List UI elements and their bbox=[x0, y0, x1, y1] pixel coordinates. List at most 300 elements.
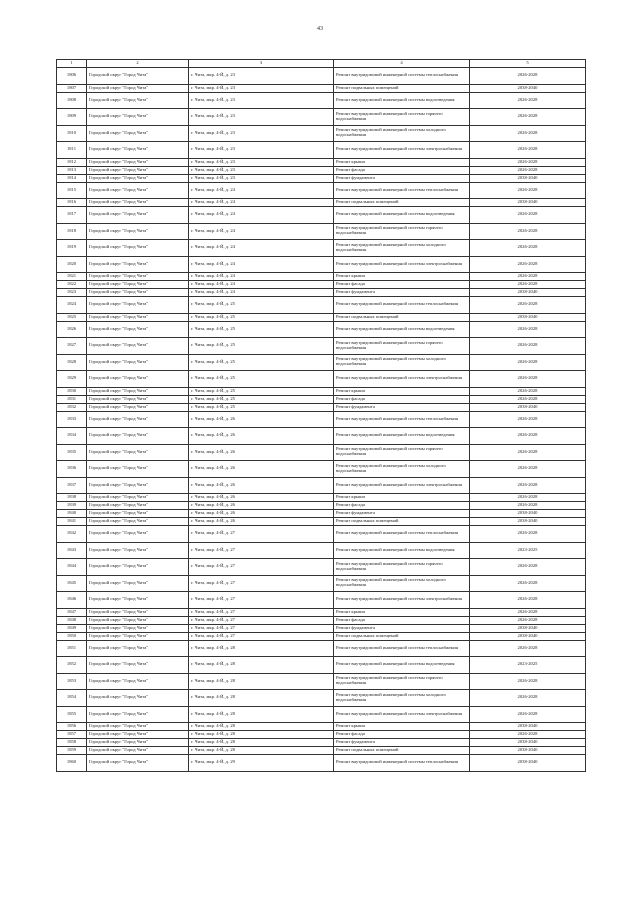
municipality-cell: Городской округ "Город Чита" bbox=[87, 256, 189, 273]
municipality-cell: Городской округ "Город Чита" bbox=[87, 142, 189, 159]
work-type-cell: Ремонт внутридомовой инженерной системы электроснабжения bbox=[334, 592, 470, 609]
municipality-cell: Городской округ "Город Чита" bbox=[87, 428, 189, 445]
row-number-cell: 1858 bbox=[57, 739, 87, 747]
address-cell: г. Чита, мкр. 4-Й, д. 27 bbox=[189, 559, 334, 576]
table-row bbox=[57, 502, 586, 510]
municipality-cell: Городской округ "Город Чита" bbox=[87, 731, 189, 739]
table-row bbox=[57, 125, 586, 142]
work-type-cell: Ремонт внутридомовой инженерной системы холодного водоснабжения bbox=[334, 461, 470, 478]
address-cell: г. Чита, мкр. 4-Й, д. 26 bbox=[189, 518, 334, 526]
municipality-cell: Городской округ "Город Чита" bbox=[87, 338, 189, 355]
period-cell: 2026-2028 bbox=[470, 502, 586, 510]
work-type-cell: Ремонт подвальных помещений bbox=[334, 84, 470, 92]
address-cell: г. Чита, мкр. 4-Й, д. 23 bbox=[189, 142, 334, 159]
row-number-cell: 1832 bbox=[57, 403, 87, 411]
row-number-cell: 1833 bbox=[57, 411, 87, 428]
work-type-cell: Ремонт внутридомовой инженерной системы холодного водоснабжения bbox=[334, 354, 470, 371]
table-row bbox=[57, 338, 586, 355]
municipality-cell: Городской округ "Город Чита" bbox=[87, 84, 189, 92]
municipality-cell: Городской округ "Город Чита" bbox=[87, 109, 189, 126]
address-cell: г. Чита, мкр. 4-Й, д. 25 bbox=[189, 403, 334, 411]
municipality-cell: Городской округ "Город Чита" bbox=[87, 207, 189, 224]
period-cell: 2038-2040 bbox=[470, 518, 586, 526]
row-number-cell: 1853 bbox=[57, 673, 87, 690]
table-row bbox=[57, 624, 586, 632]
municipality-cell: Городской округ "Город Чита" bbox=[87, 444, 189, 461]
table-row bbox=[57, 142, 586, 159]
address-cell: г. Чита, мкр. 4-Й, д. 27 bbox=[189, 624, 334, 632]
row-number-cell: 1819 bbox=[57, 240, 87, 257]
period-cell: 2026-2028 bbox=[470, 731, 586, 739]
row-number-cell: 1827 bbox=[57, 338, 87, 355]
period-cell: 2038-2040 bbox=[470, 199, 586, 207]
period-cell: 2038-2040 bbox=[470, 403, 586, 411]
work-type-cell: Ремонт фасада bbox=[334, 281, 470, 289]
address-cell: г. Чита, мкр. 4-Й, д. 27 bbox=[189, 575, 334, 592]
address-cell: г. Чита, мкр. 4-Й, д. 27 bbox=[189, 592, 334, 609]
municipality-cell: Городской округ "Город Чита" bbox=[87, 125, 189, 142]
row-number-cell: 1810 bbox=[57, 125, 87, 142]
row-number-cell: 1846 bbox=[57, 592, 87, 609]
address-cell: г. Чита, мкр. 4-Й, д. 24 bbox=[189, 240, 334, 257]
period-cell: 2026-2028 bbox=[470, 575, 586, 592]
work-type-cell: Ремонт внутридомовой инженерной системы холодного водоснабжения bbox=[334, 240, 470, 257]
work-type-cell: Ремонт подвальных помещений bbox=[334, 518, 470, 526]
address-cell: г. Чита, мкр. 4-Й, д. 24 bbox=[189, 182, 334, 199]
row-number-cell: 1847 bbox=[57, 608, 87, 616]
table-row bbox=[57, 240, 586, 257]
table-row bbox=[57, 494, 586, 502]
work-type-cell: Ремонт внутридомовой инженерной системы холодного водоснабжения bbox=[334, 690, 470, 707]
municipality-cell: Городской округ "Город Чита" bbox=[87, 199, 189, 207]
table-row bbox=[57, 477, 586, 494]
period-cell: 2026-2028 bbox=[470, 142, 586, 159]
municipality-cell: Городской округ "Город Чита" bbox=[87, 240, 189, 257]
address-cell: г. Чита, мкр. 4-Й, д. 26 bbox=[189, 411, 334, 428]
period-cell: 2026-2028 bbox=[470, 281, 586, 289]
row-number-cell: 1831 bbox=[57, 395, 87, 403]
municipality-cell: Городской округ "Город Чита" bbox=[87, 461, 189, 478]
period-cell: 2026-2028 bbox=[470, 109, 586, 126]
row-number-cell: 1820 bbox=[57, 256, 87, 273]
table-row bbox=[57, 313, 586, 321]
address-cell: г. Чита, мкр. 4-Й, д. 25 bbox=[189, 321, 334, 338]
municipality-cell: Городской округ "Город Чита" bbox=[87, 92, 189, 109]
table-row bbox=[57, 354, 586, 371]
row-number-cell: 1843 bbox=[57, 542, 87, 559]
work-type-cell: Ремонт внутридомовой инженерной системы электроснабжения bbox=[334, 256, 470, 273]
table-row bbox=[57, 559, 586, 576]
work-type-cell: Ремонт крыши bbox=[334, 608, 470, 616]
address-cell: г. Чита, мкр. 4-Й, д. 28 bbox=[189, 657, 334, 674]
period-cell: 2026-2028 bbox=[470, 158, 586, 166]
row-number-cell: 1859 bbox=[57, 747, 87, 755]
work-type-cell: Ремонт внутридомовой инженерной системы водоотведения bbox=[334, 428, 470, 445]
row-number-cell: 1829 bbox=[57, 371, 87, 388]
period-cell: 2026-2028 bbox=[470, 125, 586, 142]
municipality-cell: Городской округ "Город Чита" bbox=[87, 747, 189, 755]
work-type-cell: Ремонт внутридомовой инженерной системы холодного водоснабжения bbox=[334, 125, 470, 142]
address-cell: г. Чита, мкр. 4-Й, д. 23 bbox=[189, 166, 334, 174]
work-type-cell: Ремонт фасада bbox=[334, 731, 470, 739]
period-cell: 2026-2028 bbox=[470, 608, 586, 616]
work-type-cell: Ремонт внутридомовой инженерной системы теплоснабжения bbox=[334, 755, 470, 772]
address-cell: г. Чита, мкр. 4-Й, д. 24 bbox=[189, 273, 334, 281]
address-cell: г. Чита, мкр. 4-Й, д. 26 bbox=[189, 477, 334, 494]
row-number-cell: 1809 bbox=[57, 109, 87, 126]
address-cell: г. Чита, мкр. 4-Й, д. 28 bbox=[189, 706, 334, 723]
address-cell: г. Чита, мкр. 4-Й, д. 27 bbox=[189, 526, 334, 543]
work-type-cell: Ремонт внутридомовой инженерной системы холодного водоснабжения bbox=[334, 575, 470, 592]
period-cell: 2026-2028 bbox=[470, 673, 586, 690]
row-number-cell: 1837 bbox=[57, 477, 87, 494]
table-row bbox=[57, 84, 586, 92]
municipality-cell: Городской округ "Город Чита" bbox=[87, 640, 189, 657]
period-cell: 2026-2028 bbox=[470, 387, 586, 395]
row-number-cell: 1817 bbox=[57, 207, 87, 224]
address-cell: г. Чита, мкр. 4-Й, д. 23 bbox=[189, 68, 334, 85]
table-row bbox=[57, 273, 586, 281]
row-number-cell: 1806 bbox=[57, 68, 87, 85]
column-header-1: 1 bbox=[57, 60, 87, 68]
row-number-cell: 1811 bbox=[57, 142, 87, 159]
period-cell: 2038-2040 bbox=[470, 632, 586, 640]
table-row bbox=[57, 223, 586, 240]
municipality-cell: Городской округ "Город Чита" bbox=[87, 673, 189, 690]
work-type-cell: Ремонт крыши bbox=[334, 494, 470, 502]
table-row bbox=[57, 706, 586, 723]
address-cell: г. Чита, мкр. 4-Й, д. 23 bbox=[189, 158, 334, 166]
period-cell: 2038-2040 bbox=[470, 723, 586, 731]
municipality-cell: Городской округ "Город Чита" bbox=[87, 166, 189, 174]
column-header-5: 5 bbox=[470, 60, 586, 68]
work-type-cell: Ремонт внутридомовой инженерной системы горячего водоснабжения bbox=[334, 673, 470, 690]
period-cell: 2038-2040 bbox=[470, 510, 586, 518]
municipality-cell: Городской округ "Город Чита" bbox=[87, 518, 189, 526]
address-cell: г. Чита, мкр. 4-Й, д. 24 bbox=[189, 256, 334, 273]
row-number-cell: 1822 bbox=[57, 281, 87, 289]
municipality-cell: Городской округ "Город Чита" bbox=[87, 723, 189, 731]
period-cell: 2026-2028 bbox=[470, 526, 586, 543]
address-cell: г. Чита, мкр. 4-Й, д. 27 bbox=[189, 608, 334, 616]
work-type-cell: Ремонт фундамента bbox=[334, 510, 470, 518]
period-cell: 2026-2028 bbox=[470, 706, 586, 723]
work-type-cell: Ремонт внутридомовой инженерной системы горячего водоснабжения bbox=[334, 559, 470, 576]
address-cell: г. Чита, мкр. 4-Й, д. 25 bbox=[189, 354, 334, 371]
municipality-cell: Городской округ "Город Чита" bbox=[87, 158, 189, 166]
address-cell: г. Чита, мкр. 4-Й, д. 27 bbox=[189, 542, 334, 559]
row-number-cell: 1840 bbox=[57, 510, 87, 518]
row-number-cell: 1852 bbox=[57, 657, 87, 674]
row-number-cell: 1857 bbox=[57, 731, 87, 739]
work-type-cell: Ремонт подвальных помещений bbox=[334, 747, 470, 755]
address-cell: г. Чита, мкр. 4-Й, д. 28 bbox=[189, 640, 334, 657]
municipality-cell: Городской округ "Город Чита" bbox=[87, 502, 189, 510]
period-cell: 2026-2028 bbox=[470, 494, 586, 502]
municipality-cell: Городской округ "Город Чита" bbox=[87, 542, 189, 559]
row-number-cell: 1816 bbox=[57, 199, 87, 207]
address-cell: г. Чита, мкр. 4-Й, д. 23 bbox=[189, 174, 334, 182]
period-cell: 2026-2028 bbox=[470, 690, 586, 707]
work-type-cell: Ремонт подвальных помещений bbox=[334, 313, 470, 321]
table-row bbox=[57, 158, 586, 166]
period-cell: 2026-2028 bbox=[470, 240, 586, 257]
period-cell: 2026-2028 bbox=[470, 182, 586, 199]
work-type-cell: Ремонт подвальных помещений bbox=[334, 632, 470, 640]
address-cell: г. Чита, мкр. 4-Й, д. 25 bbox=[189, 371, 334, 388]
row-number-cell: 1855 bbox=[57, 706, 87, 723]
table-row bbox=[57, 739, 586, 747]
address-cell: г. Чита, мкр. 4-Й, д. 27 bbox=[189, 632, 334, 640]
work-type-cell: Ремонт подвальных помещений bbox=[334, 199, 470, 207]
row-number-cell: 1860 bbox=[57, 755, 87, 772]
row-number-cell: 1818 bbox=[57, 223, 87, 240]
municipality-cell: Городской округ "Город Чита" bbox=[87, 624, 189, 632]
address-cell: г. Чита, мкр. 4-Й, д. 27 bbox=[189, 616, 334, 624]
municipality-cell: Городской округ "Город Чита" bbox=[87, 510, 189, 518]
period-cell: 2026-2028 bbox=[470, 395, 586, 403]
address-cell: г. Чита, мкр. 4-Й, д. 24 bbox=[189, 281, 334, 289]
address-cell: г. Чита, мкр. 4-Й, д. 23 bbox=[189, 84, 334, 92]
row-number-cell: 1851 bbox=[57, 640, 87, 657]
period-cell: 2026-2028 bbox=[470, 166, 586, 174]
table-row bbox=[57, 755, 586, 772]
period-cell: 2026-2028 bbox=[470, 338, 586, 355]
municipality-cell: Городской округ "Город Чита" bbox=[87, 608, 189, 616]
work-type-cell: Ремонт внутридомовой инженерной системы водоотведения bbox=[334, 657, 470, 674]
period-cell: 2026-2028 bbox=[470, 461, 586, 478]
address-cell: г. Чита, мкр. 4-Й, д. 25 bbox=[189, 387, 334, 395]
period-cell: 2026-2028 bbox=[470, 256, 586, 273]
municipality-cell: Городской округ "Город Чита" bbox=[87, 321, 189, 338]
table-row bbox=[57, 640, 586, 657]
table-row bbox=[57, 92, 586, 109]
table-row bbox=[57, 199, 586, 207]
column-header-4: 4 bbox=[334, 60, 470, 68]
municipality-cell: Городской округ "Город Чита" bbox=[87, 297, 189, 314]
period-cell: 2026-2028 bbox=[470, 559, 586, 576]
table-row bbox=[57, 673, 586, 690]
table-row bbox=[57, 256, 586, 273]
row-number-cell: 1824 bbox=[57, 297, 87, 314]
municipality-cell: Городской округ "Город Чита" bbox=[87, 706, 189, 723]
address-cell: г. Чита, мкр. 4-Й, д. 23 bbox=[189, 125, 334, 142]
table-row bbox=[57, 608, 586, 616]
municipality-cell: Городской округ "Город Чита" bbox=[87, 273, 189, 281]
address-cell: г. Чита, мкр. 4-Й, д. 23 bbox=[189, 109, 334, 126]
work-type-cell: Ремонт внутридомовой инженерной системы теплоснабжения bbox=[334, 526, 470, 543]
municipality-cell: Городской округ "Город Чита" bbox=[87, 182, 189, 199]
row-number-cell: 1842 bbox=[57, 526, 87, 543]
municipality-cell: Городской округ "Город Чита" bbox=[87, 632, 189, 640]
table-row bbox=[57, 387, 586, 395]
table-row bbox=[57, 518, 586, 526]
work-type-cell: Ремонт внутридомовой инженерной системы теплоснабжения bbox=[334, 68, 470, 85]
period-cell: 2026-2028 bbox=[470, 273, 586, 281]
table-row bbox=[57, 690, 586, 707]
table-row bbox=[57, 321, 586, 338]
table-row bbox=[57, 289, 586, 297]
table-row bbox=[57, 747, 586, 755]
work-type-cell: Ремонт внутридомовой инженерной системы водоотведения bbox=[334, 321, 470, 338]
municipality-cell: Городской округ "Город Чита" bbox=[87, 411, 189, 428]
work-type-cell: Ремонт фасада bbox=[334, 616, 470, 624]
work-type-cell: Ремонт внутридомовой инженерной системы горячего водоснабжения bbox=[334, 223, 470, 240]
work-type-cell: Ремонт фундамента bbox=[334, 289, 470, 297]
address-cell: г. Чита, мкр. 4-Й, д. 24 bbox=[189, 207, 334, 224]
municipality-cell: Городской округ "Город Чита" bbox=[87, 494, 189, 502]
period-cell: 2026-2028 bbox=[470, 354, 586, 371]
work-type-cell: Ремонт внутридомовой инженерной системы горячего водоснабжения bbox=[334, 338, 470, 355]
municipality-cell: Городской округ "Город Чита" bbox=[87, 289, 189, 297]
municipality-cell: Городской округ "Город Чита" bbox=[87, 739, 189, 747]
municipality-cell: Городской округ "Город Чита" bbox=[87, 354, 189, 371]
municipality-cell: Городской округ "Город Чита" bbox=[87, 755, 189, 772]
work-type-cell: Ремонт фундамента bbox=[334, 739, 470, 747]
municipality-cell: Городской округ "Город Чита" bbox=[87, 616, 189, 624]
period-cell: 2026-2028 bbox=[470, 411, 586, 428]
row-number-cell: 1845 bbox=[57, 575, 87, 592]
work-type-cell: Ремонт крыши bbox=[334, 273, 470, 281]
municipality-cell: Городской округ "Город Чита" bbox=[87, 592, 189, 609]
municipality-cell: Городской округ "Город Чита" bbox=[87, 223, 189, 240]
address-cell: г. Чита, мкр. 4-Й, д. 26 bbox=[189, 502, 334, 510]
work-type-cell: Ремонт внутридомовой инженерной системы теплоснабжения bbox=[334, 182, 470, 199]
municipality-cell: Городской округ "Город Чита" bbox=[87, 477, 189, 494]
address-cell: г. Чита, мкр. 4-Й, д. 26 bbox=[189, 428, 334, 445]
work-type-cell: Ремонт фасада bbox=[334, 166, 470, 174]
address-cell: г. Чита, мкр. 4-Й, д. 26 bbox=[189, 510, 334, 518]
row-number-cell: 1814 bbox=[57, 174, 87, 182]
period-cell: 2026-2028 bbox=[470, 68, 586, 85]
address-cell: г. Чита, мкр. 4-Й, д. 25 bbox=[189, 395, 334, 403]
column-header-2: 2 bbox=[87, 60, 189, 68]
work-type-cell: Ремонт фундамента bbox=[334, 174, 470, 182]
period-cell: 2038-2040 bbox=[470, 289, 586, 297]
work-type-cell: Ремонт внутридомовой инженерной системы водоотведения bbox=[334, 542, 470, 559]
municipality-cell: Городской округ "Город Чита" bbox=[87, 690, 189, 707]
table-row bbox=[57, 723, 586, 731]
address-cell: г. Чита, мкр. 4-Й, д. 29 bbox=[189, 755, 334, 772]
municipality-cell: Городской округ "Город Чита" bbox=[87, 559, 189, 576]
work-type-cell: Ремонт внутридомовой инженерной системы электроснабжения bbox=[334, 477, 470, 494]
address-cell: г. Чита, мкр. 4-Й, д. 24 bbox=[189, 223, 334, 240]
table-row bbox=[57, 371, 586, 388]
row-number-cell: 1856 bbox=[57, 723, 87, 731]
work-type-cell: Ремонт внутридомовой инженерной системы электроснабжения bbox=[334, 142, 470, 159]
work-type-cell: Ремонт крыши bbox=[334, 723, 470, 731]
period-cell: 2026-2028 bbox=[470, 223, 586, 240]
row-number-cell: 1821 bbox=[57, 273, 87, 281]
period-cell: 2026-2028 bbox=[470, 297, 586, 314]
work-type-cell: Ремонт крыши bbox=[334, 158, 470, 166]
municipality-cell: Городской округ "Город Чита" bbox=[87, 281, 189, 289]
municipality-cell: Городской округ "Город Чита" bbox=[87, 403, 189, 411]
row-number-cell: 1844 bbox=[57, 559, 87, 576]
work-type-cell: Ремонт крыши bbox=[334, 387, 470, 395]
row-number-cell: 1825 bbox=[57, 313, 87, 321]
period-cell: 2026-2028 bbox=[470, 428, 586, 445]
address-cell: г. Чита, мкр. 4-Й, д. 28 bbox=[189, 690, 334, 707]
work-type-cell: Ремонт фундамента bbox=[334, 624, 470, 632]
work-type-cell: Ремонт внутридомовой инженерной системы горячего водоснабжения bbox=[334, 444, 470, 461]
table-row bbox=[57, 403, 586, 411]
address-cell: г. Чита, мкр. 4-Й, д. 24 bbox=[189, 289, 334, 297]
row-number-cell: 1839 bbox=[57, 502, 87, 510]
table-row bbox=[57, 297, 586, 314]
header-row bbox=[57, 60, 586, 68]
period-cell: 2023-2025 bbox=[470, 657, 586, 674]
address-cell: г. Чита, мкр. 4-Й, д. 25 bbox=[189, 338, 334, 355]
row-number-cell: 1812 bbox=[57, 158, 87, 166]
address-cell: г. Чита, мкр. 4-Й, д. 28 bbox=[189, 747, 334, 755]
row-number-cell: 1848 bbox=[57, 616, 87, 624]
municipality-cell: Городской округ "Город Чита" bbox=[87, 387, 189, 395]
table-row bbox=[57, 207, 586, 224]
work-type-cell: Ремонт внутридомовой инженерной системы электроснабжения bbox=[334, 706, 470, 723]
address-cell: г. Чита, мкр. 4-Й, д. 28 bbox=[189, 673, 334, 690]
table-row bbox=[57, 395, 586, 403]
municipality-cell: Городской округ "Город Чита" bbox=[87, 526, 189, 543]
work-type-cell: Ремонт внутридомовой инженерной системы электроснабжения bbox=[334, 371, 470, 388]
work-type-cell: Ремонт внутридомовой инженерной системы водоотведения bbox=[334, 92, 470, 109]
address-cell: г. Чита, мкр. 4-Й, д. 26 bbox=[189, 444, 334, 461]
work-type-cell: Ремонт внутридомовой инженерной системы горячего водоснабжения bbox=[334, 109, 470, 126]
address-cell: г. Чита, мкр. 4-Й, д. 25 bbox=[189, 297, 334, 314]
table-row bbox=[57, 616, 586, 624]
column-header-3: 3 bbox=[189, 60, 334, 68]
table-row bbox=[57, 731, 586, 739]
period-cell: 2038-2040 bbox=[470, 624, 586, 632]
table-row bbox=[57, 411, 586, 428]
period-cell: 2038-2040 bbox=[470, 84, 586, 92]
row-number-cell: 1849 bbox=[57, 624, 87, 632]
period-cell: 2038-2040 bbox=[470, 755, 586, 772]
row-number-cell: 1813 bbox=[57, 166, 87, 174]
table-row bbox=[57, 109, 586, 126]
municipality-cell: Городской округ "Город Чита" bbox=[87, 657, 189, 674]
municipality-cell: Городской округ "Город Чита" bbox=[87, 313, 189, 321]
period-cell: 2026-2028 bbox=[470, 477, 586, 494]
table-row bbox=[57, 592, 586, 609]
table-row bbox=[57, 182, 586, 199]
table-row bbox=[57, 461, 586, 478]
municipality-cell: Городской округ "Город Чита" bbox=[87, 371, 189, 388]
address-cell: г. Чита, мкр. 4-Й, д. 28 bbox=[189, 739, 334, 747]
work-type-cell: Ремонт внутридомовой инженерной системы теплоснабжения bbox=[334, 297, 470, 314]
work-type-cell: Ремонт внутридомовой инженерной системы водоотведения bbox=[334, 207, 470, 224]
table-row bbox=[57, 510, 586, 518]
address-cell: г. Чита, мкр. 4-Й, д. 24 bbox=[189, 199, 334, 207]
table-row bbox=[57, 526, 586, 543]
row-number-cell: 1830 bbox=[57, 387, 87, 395]
row-number-cell: 1815 bbox=[57, 182, 87, 199]
table-row bbox=[57, 428, 586, 445]
period-cell: 2026-2028 bbox=[470, 321, 586, 338]
period-cell: 2023-2025 bbox=[470, 542, 586, 559]
table-row bbox=[57, 281, 586, 289]
row-number-cell: 1808 bbox=[57, 92, 87, 109]
address-cell: г. Чита, мкр. 4-Й, д. 28 bbox=[189, 731, 334, 739]
period-cell: 2026-2028 bbox=[470, 444, 586, 461]
address-cell: г. Чита, мкр. 4-Й, д. 23 bbox=[189, 92, 334, 109]
municipality-cell: Городской округ "Город Чита" bbox=[87, 68, 189, 85]
page-number: 43 bbox=[317, 26, 323, 32]
period-cell: 2026-2028 bbox=[470, 640, 586, 657]
row-number-cell: 1828 bbox=[57, 354, 87, 371]
municipality-cell: Городской округ "Город Чита" bbox=[87, 174, 189, 182]
table-row bbox=[57, 174, 586, 182]
